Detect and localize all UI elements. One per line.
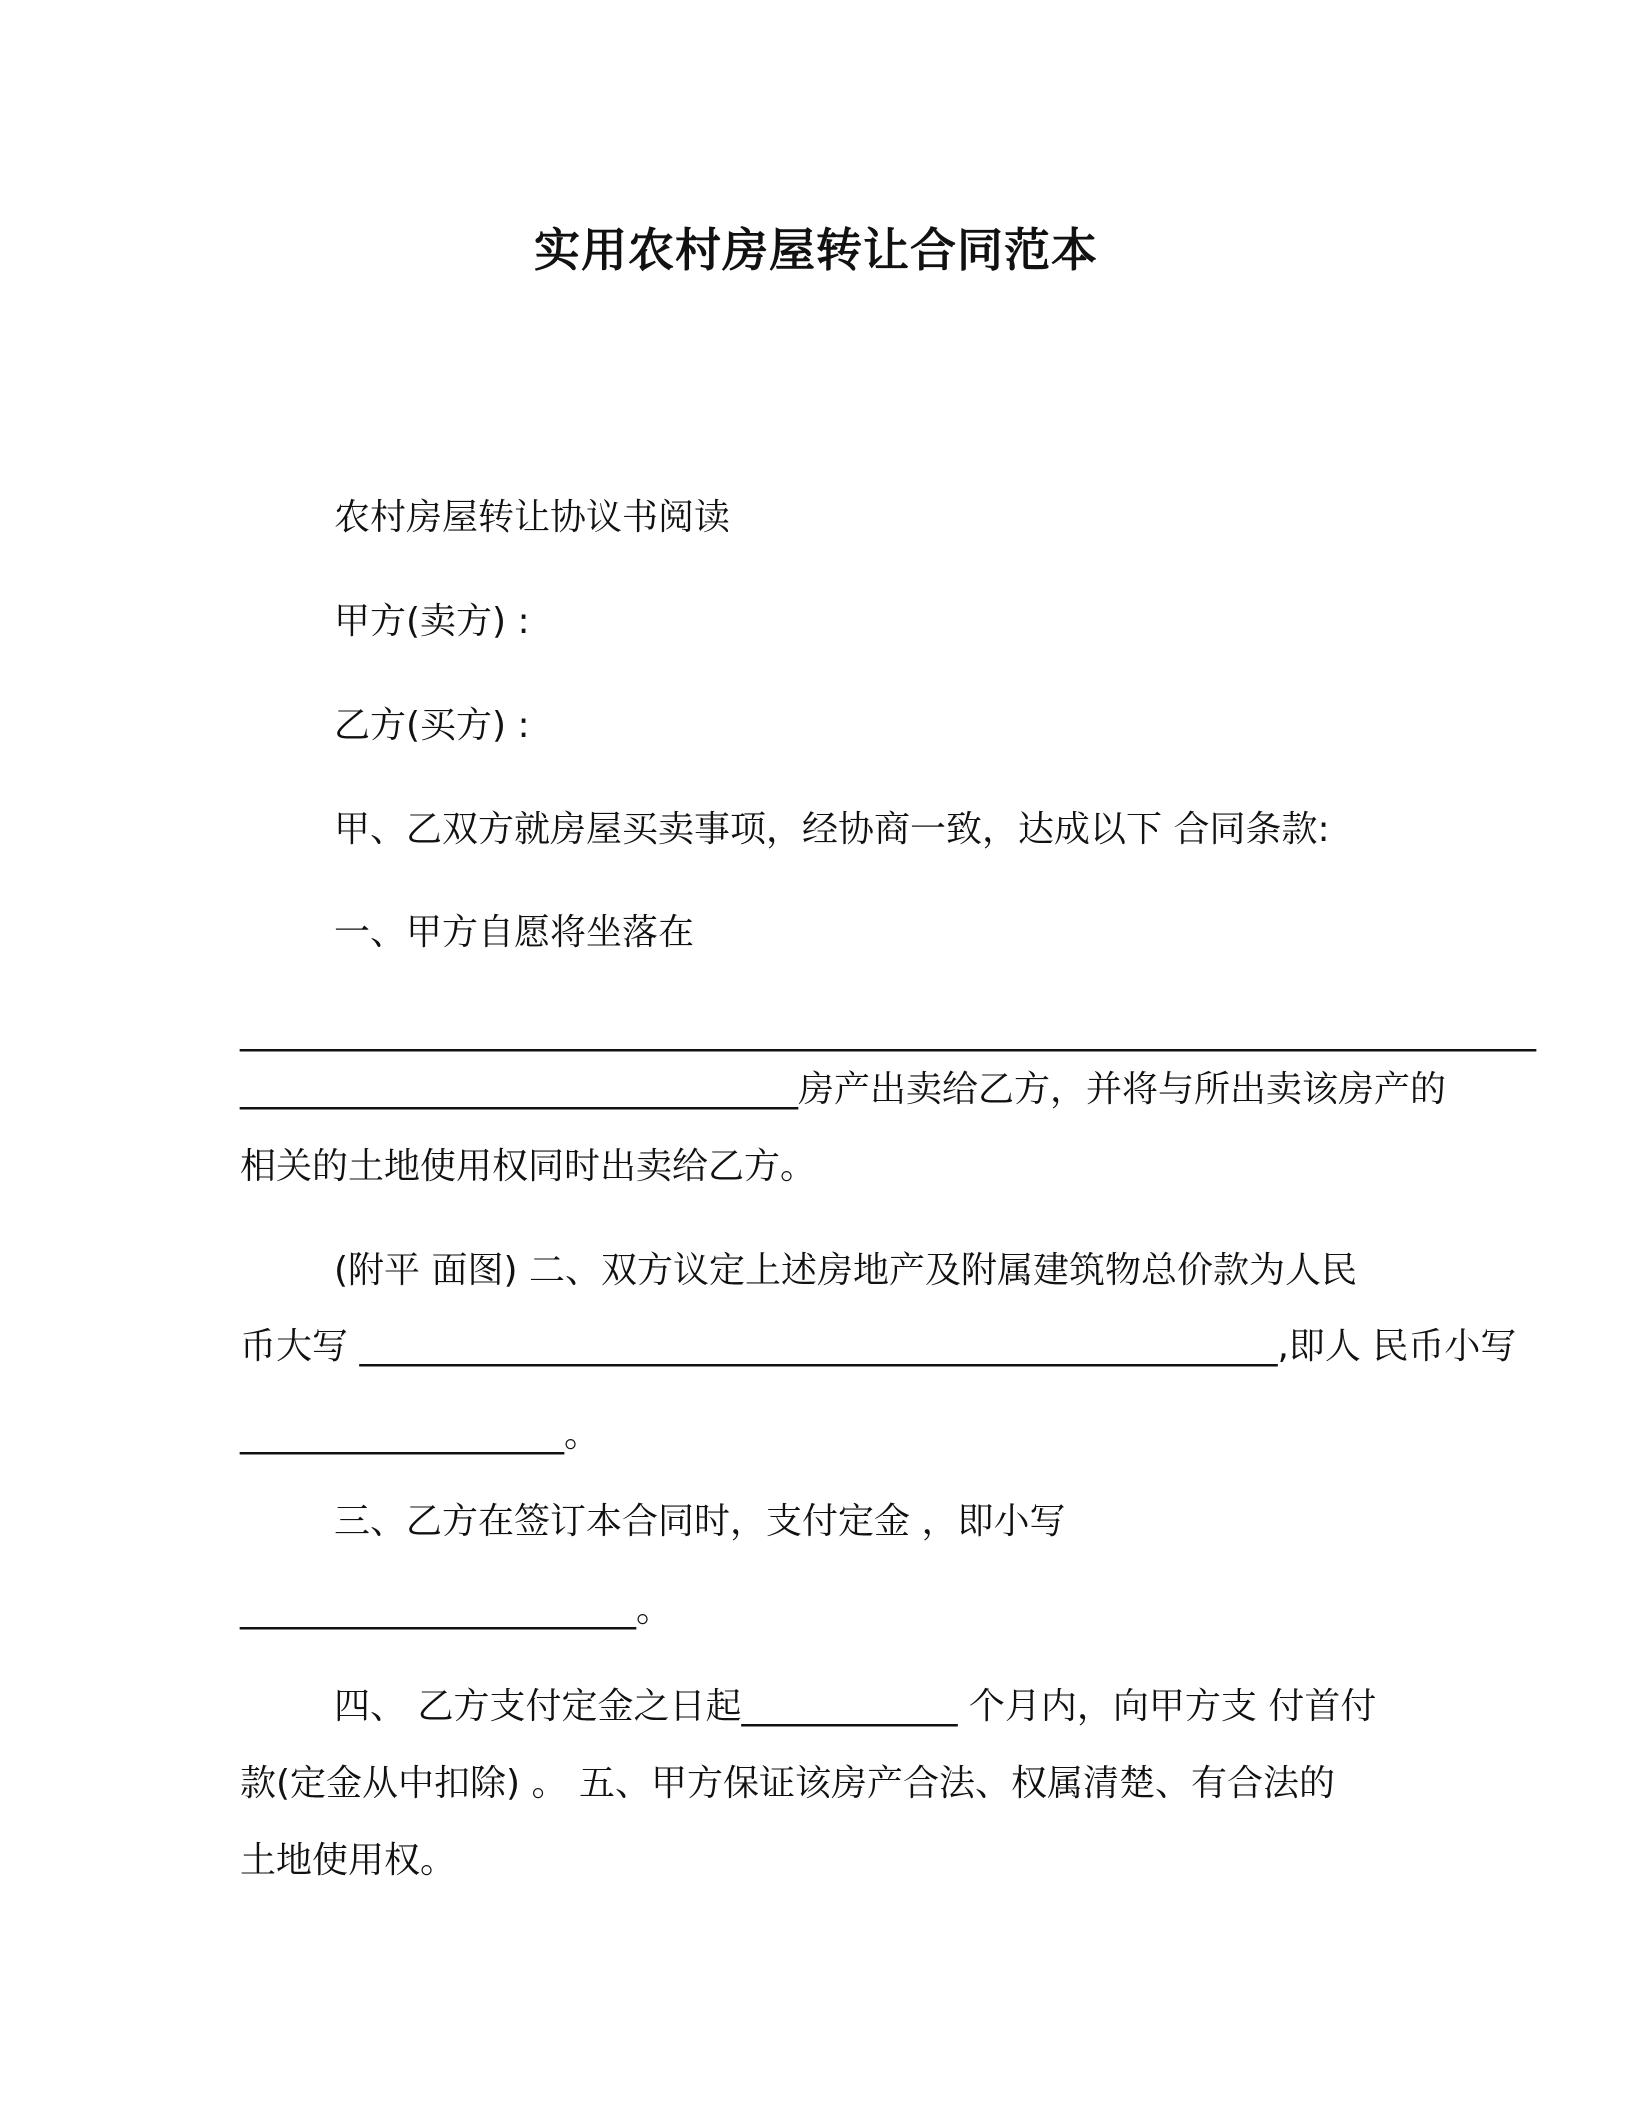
paragraph-line: (附平 面图) 二、双方议定上述房地产及附属建筑物总价款为人民 [334,1250,1357,1291]
paragraph-line: 币大写 ___________________________________________________,即人 民币小写 [240,1326,1517,1367]
paragraph-line: 四、 乙方支付定金之日起____________ 个月内，向甲方支 付首付 [334,1686,1377,1727]
paragraph-line: 三、乙方在签订本合同时，支付定金 ，即小写 [334,1501,1066,1542]
paragraph-line: 相关的土地使用权同时出卖给乙方。 [240,1146,817,1187]
paragraph-line: 一、甲方自愿将坐落在 [334,912,695,953]
paragraph-line: _______________________________房产出卖给乙方，并将与所出卖该房产的 [240,1069,1447,1110]
blank-line: ________________________________________________________________________ [240,1011,1536,1052]
paragraph-line: ______________________。 [240,1589,672,1630]
paragraph-line: 款(定金从中扣除) 。 五、甲方保证该房产合法、权属清楚、有合法的 [240,1763,1335,1804]
paragraph-line: 甲方(卖方) : [334,601,530,642]
paragraph-line: 甲、乙双方就房屋买卖事项，经协商一致，达成以下 合同条款: [334,809,1330,850]
paragraph-line: 农村房屋转让协议书阅读 [334,497,731,538]
document-title: 实用农村房屋转让合同范本 [534,223,1098,277]
paragraph-line: __________________。 [240,1414,600,1455]
paragraph-line: 土地使用权。 [240,1840,457,1881]
paragraph-line: 乙方(买方) : [334,705,530,746]
